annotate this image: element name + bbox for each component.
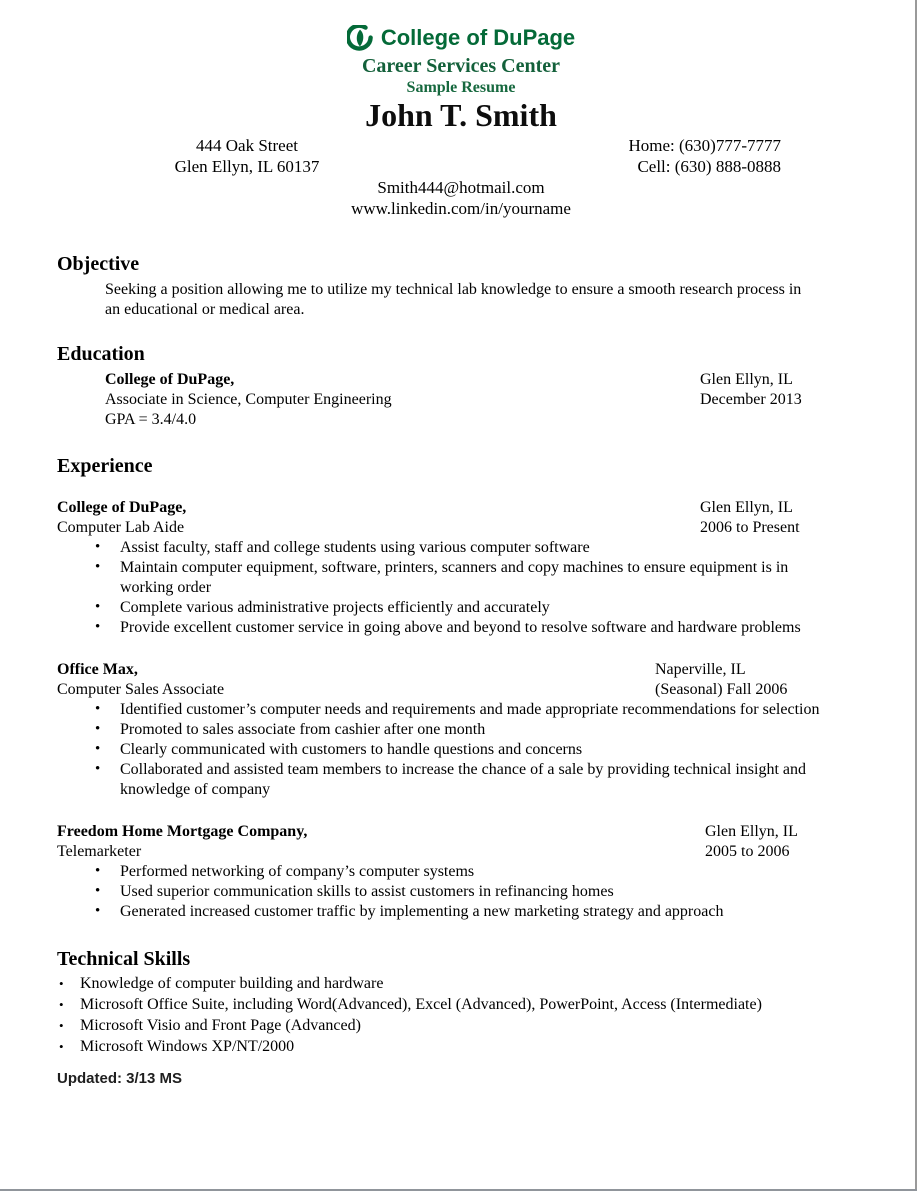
education-degree: Associate in Science, Computer Engineering xyxy=(105,391,392,408)
job-date: 2006 to Present xyxy=(700,519,800,536)
address-line2: Glen Ellyn, IL 60137 xyxy=(174,157,320,176)
skills-list xyxy=(57,973,865,1057)
job-bullet: • Maintain computer equipment, software, printers, scanners and copy machines to ensure equipment is in working order xyxy=(120,558,835,598)
job-location: Glen Ellyn, IL xyxy=(705,823,798,840)
college-of-dupage-logo-icon xyxy=(347,25,373,51)
job-entry xyxy=(57,498,865,638)
job-company: Freedom Home Mortgage Company, xyxy=(57,823,308,840)
page-edge-right xyxy=(915,0,917,1190)
job-bullet-list xyxy=(57,538,865,638)
skill-item: • Knowledge of computer building and hardware xyxy=(80,973,865,994)
job-bullet: • Identified customer’s computer needs and requirements and made appropriate recommendations for selection xyxy=(120,700,835,720)
job-company: Office Max, xyxy=(57,661,138,678)
section-technical-skills xyxy=(57,948,865,1057)
education-school: College of DuPage, xyxy=(105,371,235,388)
candidate-name: John T. Smith xyxy=(365,97,557,133)
org-title: Career Services Center xyxy=(361,55,561,77)
education-location: Glen Ellyn, IL xyxy=(700,371,793,388)
phone-home: Home: (630)777-7777 xyxy=(628,136,781,155)
updated-stamp: Updated: 3/13 MS xyxy=(57,1070,183,1087)
job-bullet-list xyxy=(57,862,865,922)
skill-item: • Microsoft Office Suite, including Word(Advanced), Excel (Advanced), PowerPoint, Access (Intermediate) xyxy=(80,994,865,1015)
job-header xyxy=(57,822,865,862)
objective-text: Seeking a position allowing me to utilize my technical lab knowledge to ensure a smooth research process in an educational or medical area. xyxy=(105,281,802,318)
linkedin-text: www.linkedin.com/in/yourname xyxy=(351,199,571,218)
job-header xyxy=(57,660,865,700)
job-company: College of DuPage, xyxy=(57,499,187,516)
job-bullet: • Clearly communicated with customers to handle questions and concerns xyxy=(120,740,835,760)
job-right xyxy=(655,660,787,700)
skill-item: • Microsoft Windows XP/NT/2000 xyxy=(80,1036,865,1057)
skills-heading: Technical Skills xyxy=(57,948,191,970)
document-header xyxy=(57,0,865,132)
job-title: Computer Sales Associate xyxy=(57,681,225,698)
job-bullet-list xyxy=(57,700,865,800)
job-header xyxy=(57,498,865,538)
email-text: Smith444@hotmail.com xyxy=(377,178,545,197)
doc-type-label: Sample Resume xyxy=(406,79,516,96)
job-bullet: • Generated increased customer traffic by implementing a new marketing strategy and approach xyxy=(120,902,835,922)
phone-cell: Cell: (630) 888-0888 xyxy=(637,157,781,176)
education-gpa: GPA = 3.4/4.0 xyxy=(105,411,197,428)
job-bullet: • Assist faculty, staff and college students using various computer software xyxy=(120,538,835,558)
education-entry xyxy=(57,370,865,430)
education-right xyxy=(700,370,802,410)
contact-online xyxy=(57,177,865,219)
section-experience xyxy=(57,455,865,922)
job-date: 2005 to 2006 xyxy=(705,843,790,860)
job-bullet: • Complete various administrative projects efficiently and accurately xyxy=(120,598,835,618)
experience-heading: Experience xyxy=(57,455,153,477)
job-bullet: • Promoted to sales associate from cashier after one month xyxy=(120,720,835,740)
job-location: Glen Ellyn, IL xyxy=(700,499,793,516)
section-objective xyxy=(57,253,865,320)
skill-item: • Microsoft Visio and Front Page (Advanced) xyxy=(80,1015,865,1036)
job-bullet: • Performed networking of company’s computer systems xyxy=(120,862,835,882)
job-date: (Seasonal) Fall 2006 xyxy=(655,681,788,698)
job-right xyxy=(705,822,798,862)
job-bullet: • Used superior communication skills to assist customers in refinancing homes xyxy=(120,882,835,902)
section-education xyxy=(57,343,865,430)
contact-row xyxy=(57,135,865,177)
contact-address xyxy=(57,135,437,177)
job-right xyxy=(700,498,800,538)
address-line1: 444 Oak Street xyxy=(196,136,298,155)
logo-text: College of DuPage xyxy=(380,25,576,50)
contact-phones xyxy=(541,135,781,177)
education-heading: Education xyxy=(57,343,145,365)
education-date: December 2013 xyxy=(700,391,802,408)
page-edge-bottom xyxy=(0,1189,917,1191)
job-bullet: • Provide excellent customer service in going above and beyond to resolve software and hardware problems xyxy=(120,618,835,638)
resume-page xyxy=(57,0,865,1087)
job-title: Computer Lab Aide xyxy=(57,519,185,536)
logo-row xyxy=(57,24,865,52)
objective-heading: Objective xyxy=(57,253,140,275)
job-title: Telemarketer xyxy=(57,843,142,860)
job-bullet: • Collaborated and assisted team members to increase the chance of a sale by providing technical insight and knowledge of company xyxy=(120,760,835,800)
job-location: Naperville, IL xyxy=(655,661,746,678)
job-entry xyxy=(57,822,865,922)
job-entry xyxy=(57,660,865,800)
